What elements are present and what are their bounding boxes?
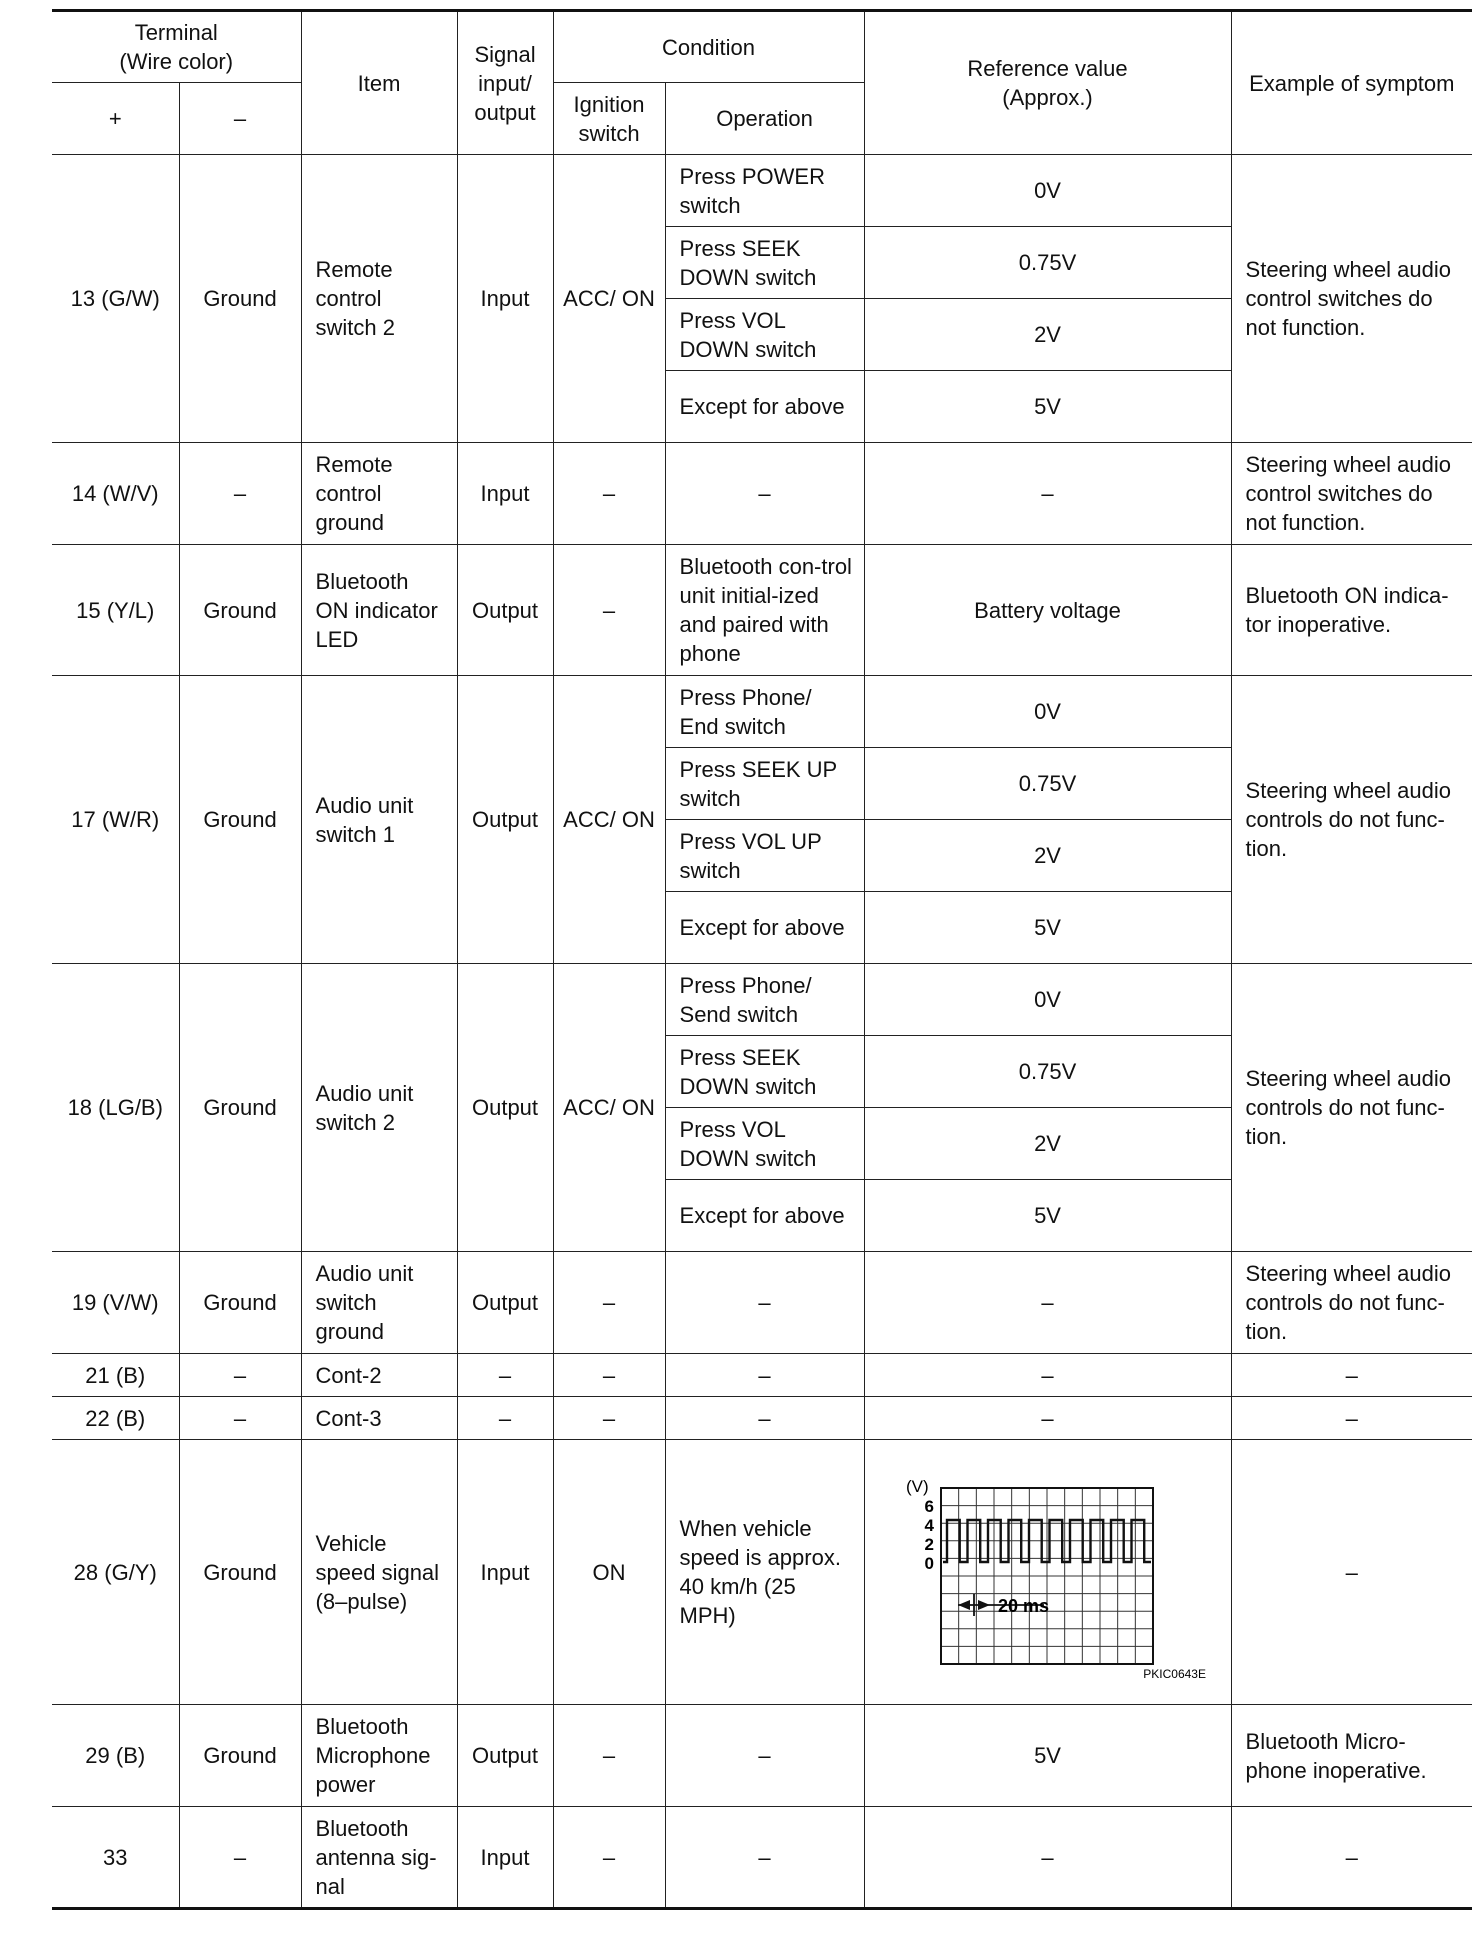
ignition-state: –	[553, 1807, 665, 1909]
waveform-grid	[941, 1488, 1153, 1664]
terminal-plus: 17 (W/R)	[52, 676, 179, 964]
reference-value: –	[864, 1397, 1231, 1440]
header-signal: Signal input/ output	[457, 11, 553, 155]
operation-cell: When vehicle speed is approx. 40 km/h (25 MPH)	[665, 1440, 864, 1705]
terminal-minus: Ground	[179, 155, 301, 443]
ignition-state: ACC/ ON	[553, 964, 665, 1252]
signal-direction: Input	[457, 1807, 553, 1909]
reference-value: 0.75V	[864, 748, 1231, 820]
signal-direction: Output	[457, 1252, 553, 1354]
operation-cell: Except for above	[665, 1180, 864, 1252]
terminal-minus: Ground	[179, 676, 301, 964]
ignition-state: –	[553, 545, 665, 676]
terminal-minus: –	[179, 1354, 301, 1397]
signal-direction: Input	[457, 443, 553, 545]
operation-cell: –	[665, 1397, 864, 1440]
waveform-cell	[864, 1440, 1231, 1705]
reference-value: 2V	[864, 1108, 1231, 1180]
pulse-waveform	[866, 1472, 1230, 1681]
operation-cell: Bluetooth con-trol unit initial-ized and paired with phone	[665, 545, 864, 676]
item-name: Audio unit switch 2	[301, 964, 457, 1252]
terminal-plus: 19 (V/W)	[52, 1252, 179, 1354]
operation-cell: Press SEEK DOWN switch	[665, 1036, 864, 1108]
ignition-state: –	[553, 1252, 665, 1354]
operation-cell: Except for above	[665, 371, 864, 443]
ignition-state: –	[553, 443, 665, 545]
waveform-figure	[866, 1472, 1230, 1681]
operation-cell: –	[665, 1354, 864, 1397]
ignition-state: ACC/ ON	[553, 676, 665, 964]
reference-value: 5V	[864, 1705, 1231, 1807]
item-name: Cont-2	[301, 1354, 457, 1397]
terminal-minus: –	[179, 443, 301, 545]
terminal-minus: Ground	[179, 1705, 301, 1807]
reference-value: –	[864, 1807, 1231, 1909]
item-name: Remote control switch 2	[301, 155, 457, 443]
symptom-cell: Steering wheel audio controls do not func-tion.	[1231, 1252, 1472, 1354]
signal-direction: Output	[457, 545, 553, 676]
reference-value: –	[864, 443, 1231, 545]
reference-value: 0V	[864, 676, 1231, 748]
symptom-cell: –	[1231, 1807, 1472, 1909]
terminal-minus: –	[179, 1397, 301, 1440]
waveform-ytick: 2	[924, 1535, 934, 1554]
reference-value: –	[864, 1354, 1231, 1397]
period-arrow-left	[958, 1600, 970, 1610]
item-name: Bluetooth antenna sig-nal	[301, 1807, 457, 1909]
ignition-state: ACC/ ON	[553, 155, 665, 443]
header-minus: –	[179, 83, 301, 155]
item-name: Audio unit switch 1	[301, 676, 457, 964]
operation-cell: Press SEEK UP switch	[665, 748, 864, 820]
symptom-cell: Steering wheel audio control switches do not function.	[1231, 443, 1472, 545]
reference-value: 2V	[864, 299, 1231, 371]
operation-cell: Except for above	[665, 892, 864, 964]
header-operation: Operation	[665, 83, 864, 155]
header-terminal	[52, 11, 301, 83]
figure-id: PKIC0643E	[1142, 1667, 1206, 1681]
symptom-cell: Steering wheel audio control switches do not function.	[1231, 155, 1472, 443]
item-name: Bluetooth ON indicator LED	[301, 545, 457, 676]
signal-direction: Output	[457, 1705, 553, 1807]
item-name: Vehicle speed signal (8–pulse)	[301, 1440, 457, 1705]
terminal-minus: Ground	[179, 1252, 301, 1354]
operation-cell: Press SEEK DOWN switch	[665, 227, 864, 299]
operation-cell: Press VOL DOWN switch	[665, 299, 864, 371]
waveform-unit: (V)	[905, 1477, 929, 1496]
reference-value: 0.75V	[864, 227, 1231, 299]
terminal-plus: 33	[52, 1807, 179, 1909]
terminal-plus: 21 (B)	[52, 1354, 179, 1397]
terminal-plus: 22 (B)	[52, 1397, 179, 1440]
period-arrow-right	[978, 1600, 990, 1610]
reference-value: –	[864, 1252, 1231, 1354]
terminal-plus: 14 (W/V)	[52, 443, 179, 545]
reference-value: 0.75V	[864, 1036, 1231, 1108]
terminal-spec-table	[52, 9, 1472, 1910]
terminal-plus: 29 (B)	[52, 1705, 179, 1807]
header-symptom: Example of symptom	[1231, 11, 1472, 155]
symptom-cell: –	[1231, 1440, 1472, 1705]
waveform-ytick: 4	[924, 1516, 934, 1535]
operation-cell: Press Phone/ Send switch	[665, 964, 864, 1036]
period-label: 20 ms	[997, 1596, 1049, 1616]
ignition-state: –	[553, 1354, 665, 1397]
terminal-plus: 18 (LG/B)	[52, 964, 179, 1252]
item-name: Cont-3	[301, 1397, 457, 1440]
operation-cell: Press VOL UP switch	[665, 820, 864, 892]
terminal-plus: 13 (G/W)	[52, 155, 179, 443]
signal-direction: Input	[457, 1440, 553, 1705]
header-terminal-label: Terminal (Wire color)	[119, 20, 234, 74]
ignition-state: –	[553, 1705, 665, 1807]
reference-value: Battery voltage	[864, 545, 1231, 676]
terminal-plus: 15 (Y/L)	[52, 545, 179, 676]
reference-value: 0V	[864, 155, 1231, 227]
operation-cell: –	[665, 1705, 864, 1807]
symptom-cell: Bluetooth ON indica-tor inoperative.	[1231, 545, 1472, 676]
symptom-cell: Bluetooth Micro-phone inoperative.	[1231, 1705, 1472, 1807]
reference-value: 5V	[864, 371, 1231, 443]
terminal-plus: 28 (G/Y)	[52, 1440, 179, 1705]
symptom-cell: –	[1231, 1397, 1472, 1440]
signal-direction: Input	[457, 155, 553, 443]
terminal-minus: Ground	[179, 964, 301, 1252]
reference-value: 5V	[864, 1180, 1231, 1252]
operation-cell: –	[665, 1807, 864, 1909]
terminal-minus: Ground	[179, 545, 301, 676]
symptom-cell: Steering wheel audio controls do not func-tion.	[1231, 964, 1472, 1252]
terminal-minus: –	[179, 1807, 301, 1909]
item-name: Audio unit switch ground	[301, 1252, 457, 1354]
operation-cell: Press VOL DOWN switch	[665, 1108, 864, 1180]
waveform-ytick: 0	[924, 1554, 934, 1573]
header-reference: Reference value (Approx.)	[864, 11, 1231, 155]
header-item: Item	[301, 11, 457, 155]
signal-direction: Output	[457, 676, 553, 964]
reference-value: 0V	[864, 964, 1231, 1036]
operation-cell: Press Phone/ End switch	[665, 676, 864, 748]
operation-cell: –	[665, 1252, 864, 1354]
reference-value: 5V	[864, 892, 1231, 964]
operation-cell: Press POWER switch	[665, 155, 864, 227]
header-plus: +	[52, 83, 179, 155]
signal-direction: Output	[457, 964, 553, 1252]
symptom-cell: –	[1231, 1354, 1472, 1397]
reference-value: 2V	[864, 820, 1231, 892]
header-ignition: Ignition switch	[553, 83, 665, 155]
item-name: Remote control ground	[301, 443, 457, 545]
ignition-state: –	[553, 1397, 665, 1440]
header-condition: Condition	[553, 11, 864, 83]
signal-direction: –	[457, 1397, 553, 1440]
item-name: Bluetooth Microphone power	[301, 1705, 457, 1807]
signal-direction: –	[457, 1354, 553, 1397]
ignition-state: ON	[553, 1440, 665, 1705]
symptom-cell: Steering wheel audio controls do not func-tion.	[1231, 676, 1472, 964]
waveform-ytick: 6	[924, 1497, 934, 1516]
terminal-minus: Ground	[179, 1440, 301, 1705]
operation-cell: –	[665, 443, 864, 545]
